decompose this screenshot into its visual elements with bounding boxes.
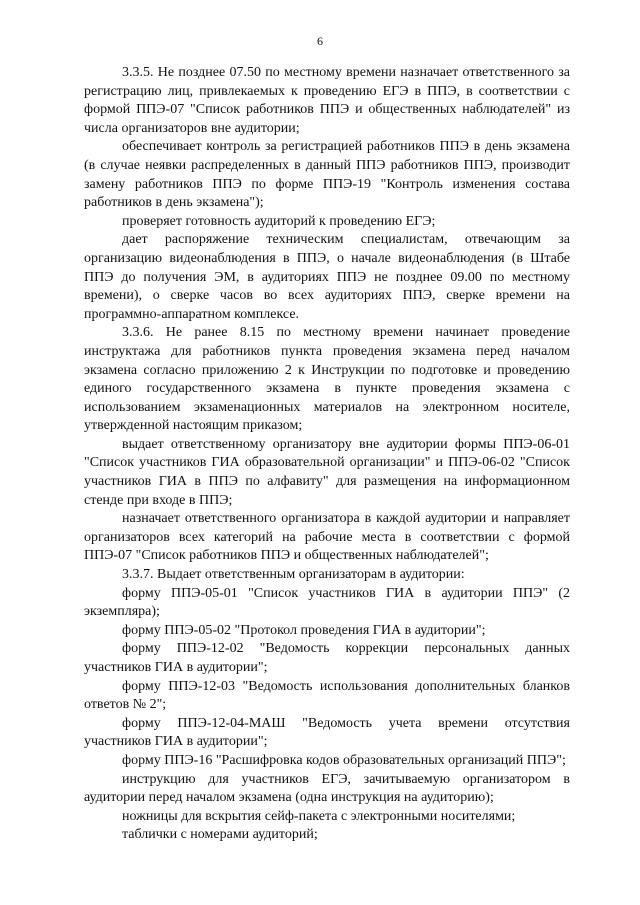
paragraph-3-3-7: 3.3.7. Выдает ответственным организаторам в аудитории: xyxy=(122,567,465,583)
paragraph-3-3-5: 3.3.5. Не позднее 07.50 по местному времени назначает ответственного за регистрацию лиц, привлекаемых к проведению ЕГЭ в ППЭ, в соответствии с формой ППЭ-07 "Список работников ППЭ и общественных наблюдателей" из числа организаторов вне аудитории; xyxy=(84,65,570,136)
list-item-ppe-16: форму ППЭ-16 "Расшифровка кодов образовательных организаций ППЭ"; xyxy=(122,752,566,768)
list-item-ppe-05-02: форму ППЭ-05-02 "Протокол проведения ГИА в аудитории"; xyxy=(122,622,486,638)
list-item-scissors: ножницы для вскрытия сейф-пакета с электронными носителями; xyxy=(122,808,516,824)
paragraph-assign-organizers: назначает ответственного организатора в каждой аудитории и направляет организаторов всех категорий на рабочие места в соответствии с формой ППЭ-07 "Список работников ППЭ и общественных наблюдателей"; xyxy=(84,511,570,564)
list-item-ppe-12-03: форму ППЭ-12-03 "Ведомость использования дополнительных бланков ответов № 2"; xyxy=(84,678,570,713)
list-item-instructions: инструкцию для участников ЕГЭ, зачитываемую организатором в аудитории перед началом экзамена (одна инструкция на аудиторию); xyxy=(84,771,570,806)
list-item-ppe-12-02: форму ППЭ-12-02 "Ведомость коррекции персональных данных участников ГИА в аудитории"; xyxy=(84,641,570,675)
document-body xyxy=(84,64,570,845)
paragraph-3-3-6: 3.3.6. Не ранее 8.15 по местному времени начинает проведение инструктажа для работников пункта проведения экзамена перед началом экзамена согласно приложению 2 к Инструкции по подготовке и проведению единого государственного экзамена в пункте проведения экзамена с использованием экзаменационных материалов на электронном носителе, утвержденной настоящим приказом; xyxy=(84,325,570,434)
list-item-signs: таблички с номерами аудиторий; xyxy=(122,827,318,843)
paragraph-issue-forms: выдает ответственному организатору вне аудитории формы ППЭ-06-01 "Список участников ГИА образовательной организации" и ППЭ-06-02 "Список участников ГИА в ППЭ по алфавиту" для размещения на информационном стенде при входе в ППЭ; xyxy=(84,436,570,508)
list-item-ppe-12-04: форму ППЭ-12-04-МАШ "Ведомость учета времени отсутствия участников ГИА в аудитории"; xyxy=(84,715,570,750)
paragraph-video-surveillance: дает распоряжение техническим специалистам, отвечающим за организацию видеонаблюдения в ППЭ, о начале видеонаблюдения (в Штабе ППЭ до получения ЭМ, в аудиториях ППЭ не позднее 09.00 по местному времени), о сверке часов во всех аудиториях ППЭ, сверке времени на программно-аппаратном комплексе. xyxy=(84,232,570,322)
page-number: 6 xyxy=(317,34,323,48)
paragraph-check-readiness: проверяет готовность аудиторий к проведению ЕГЭ; xyxy=(122,213,436,229)
list-item-ppe-05-01: форму ППЭ-05-01 "Список участников ГИА в аудитории ППЭ" (2 экземпляра); xyxy=(84,585,570,620)
paragraph-registration-control: обеспечивает контроль за регистрацией работников ППЭ в день экзамена (в случае неявки распределенных в данный ППЭ работников ППЭ, производит замену работников ППЭ по форме ППЭ-19 "Контроль изменения состава работников в день экзамена"); xyxy=(84,139,570,211)
